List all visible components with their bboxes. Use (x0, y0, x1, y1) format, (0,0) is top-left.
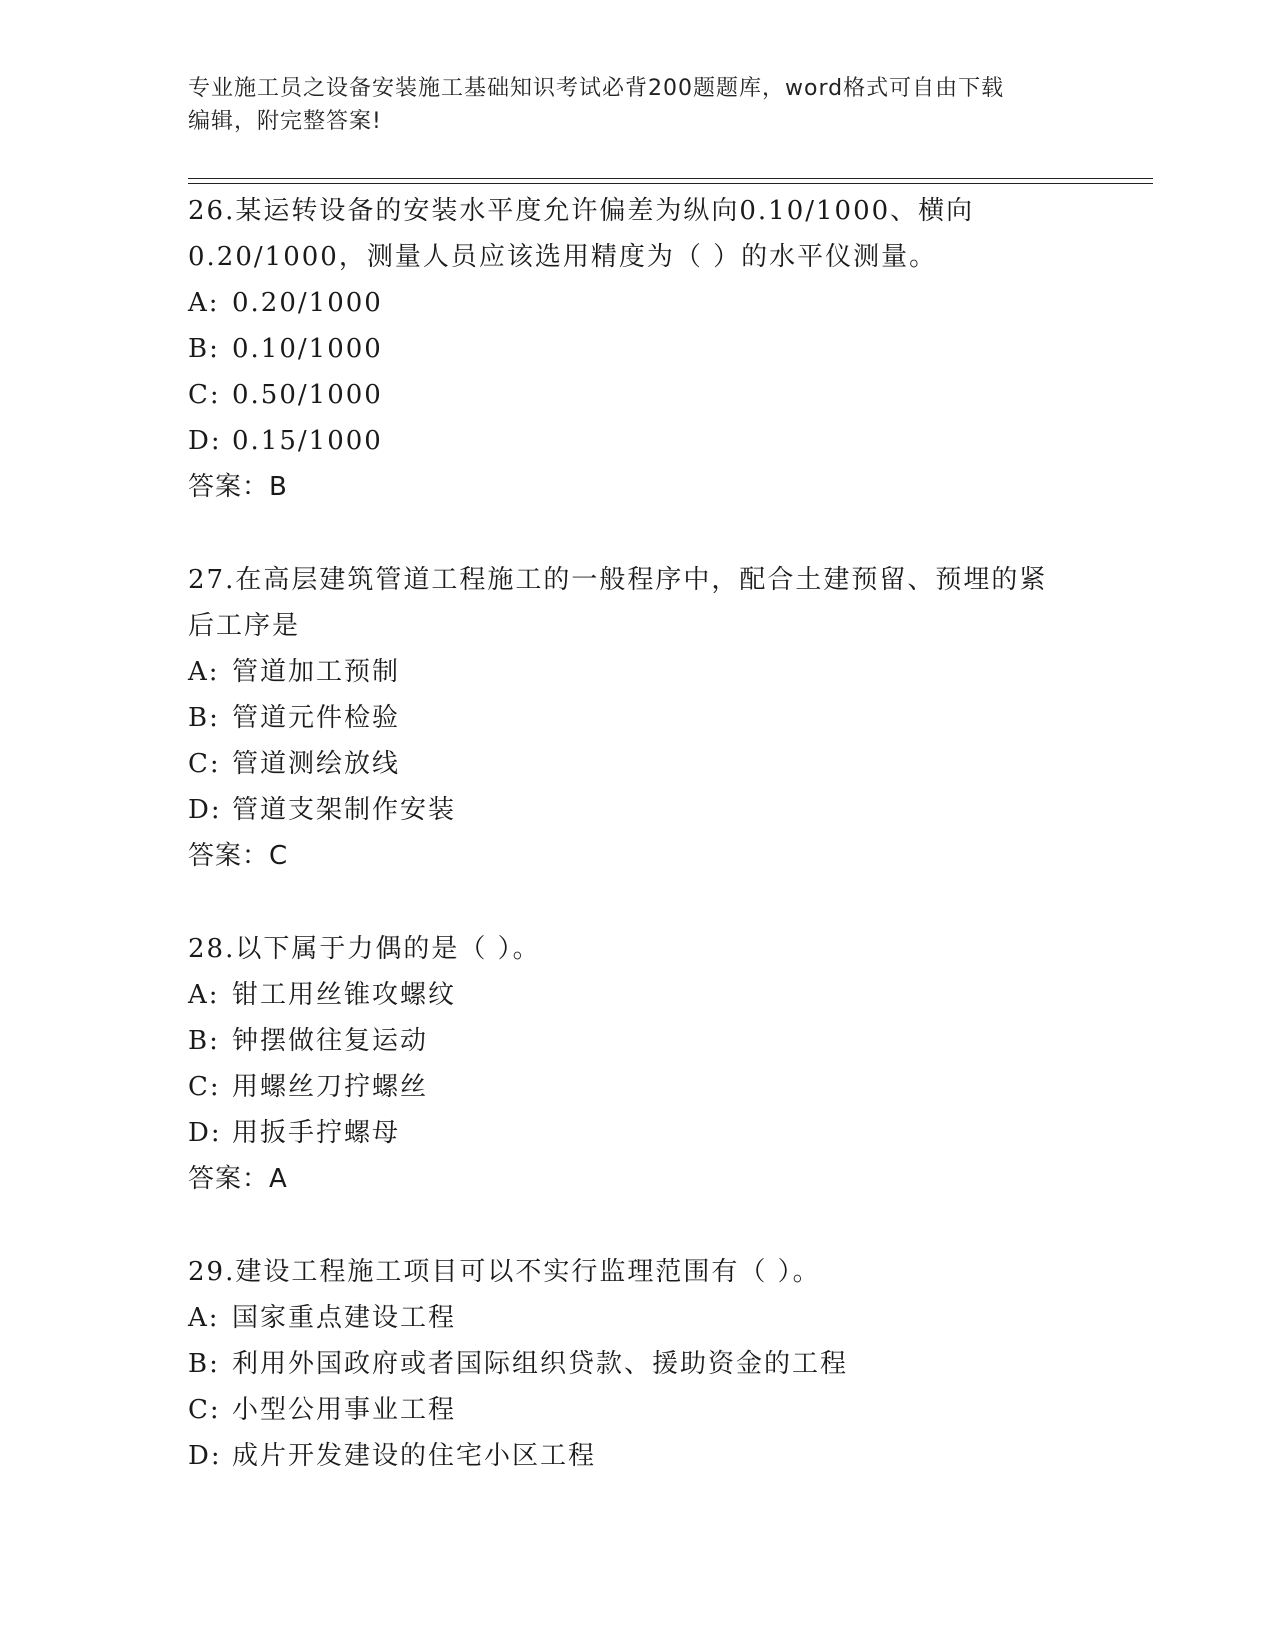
option-text: 0.20/1000 (232, 288, 383, 318)
option-text: 小型公用事业工程 (232, 1395, 457, 1425)
option-key: D: (188, 1118, 222, 1148)
question-stem (188, 1249, 1068, 1295)
option-text: 管道元件检验 (232, 703, 401, 733)
option-key: B: (188, 334, 220, 364)
option-d (188, 1433, 1153, 1479)
answer-label: 答案：A (188, 1164, 288, 1194)
option-c (188, 741, 1153, 787)
option-c (188, 372, 1153, 418)
option-text: 用螺丝刀拧螺丝 (232, 1072, 429, 1102)
option-key: B: (188, 1026, 220, 1056)
question-29 (188, 1249, 1153, 1479)
header-divider-top (188, 178, 1153, 179)
question-spacer (188, 879, 1153, 926)
option-key: D: (188, 1441, 222, 1471)
option-d (188, 418, 1153, 464)
option-text: 0.50/1000 (232, 380, 383, 410)
question-28 (188, 926, 1153, 1202)
option-key: C: (188, 1072, 221, 1102)
document-header (188, 72, 1088, 138)
option-c (188, 1064, 1153, 1110)
option-key: C: (188, 380, 221, 410)
option-b (188, 1341, 1153, 1387)
question-spacer (188, 1202, 1153, 1249)
option-text: 管道支架制作安装 (232, 795, 457, 825)
option-key: A: (188, 980, 220, 1010)
option-a (188, 649, 1153, 695)
option-key: B: (188, 703, 220, 733)
option-key: D: (188, 426, 222, 456)
header-line-2: 编辑，附完整答案! (188, 109, 382, 134)
question-stem-line: 29.建设工程施工项目可以不实行监理范围有（ ）。 (188, 1257, 821, 1287)
question-stem (188, 557, 1068, 649)
option-b (188, 695, 1153, 741)
header-divider-bottom (188, 183, 1153, 184)
question-stem-line: 28.以下属于力偶的是（ ）。 (188, 934, 541, 964)
option-d (188, 787, 1153, 833)
question-stem (188, 188, 1068, 280)
option-c (188, 1387, 1153, 1433)
option-d (188, 1110, 1153, 1156)
option-text: 成片开发建设的住宅小区工程 (232, 1441, 597, 1471)
option-a (188, 1295, 1153, 1341)
option-a (188, 280, 1153, 326)
option-text: 管道测绘放线 (232, 749, 401, 779)
option-text: 管道加工预制 (232, 657, 401, 687)
header-line-1: 专业施工员之设备安装施工基础知识考试必背200题题库，word格式可自由下载 (188, 76, 1005, 101)
option-text: 钟摆做往复运动 (232, 1026, 429, 1056)
question-stem-line: 0.20/1000，测量人员应该选用精度为（ ）的水平仪测量。 (188, 242, 938, 272)
option-text: 用扳手拧螺母 (232, 1118, 401, 1148)
option-key: C: (188, 749, 221, 779)
option-text: 国家重点建设工程 (232, 1303, 457, 1333)
option-text: 0.15/1000 (232, 426, 383, 456)
question-stem-line: 27.在高层建筑管道工程施工的一般程序中，配合土建预留、预埋的紧 (188, 565, 1048, 595)
question-26 (188, 188, 1153, 510)
option-text: 钳工用丝锥攻螺纹 (232, 980, 457, 1010)
option-key: B: (188, 1349, 220, 1379)
option-key: A: (188, 288, 220, 318)
option-b (188, 1018, 1153, 1064)
option-key: A: (188, 1303, 220, 1333)
option-a (188, 972, 1153, 1018)
answer-label: 答案：C (188, 841, 289, 871)
question-stem-line: 26.某运转设备的安装水平度允许偏差为纵向0.10/1000、横向 (188, 196, 975, 226)
option-text: 0.10/1000 (232, 334, 383, 364)
question-stem-line: 后工序是 (188, 611, 301, 641)
option-text: 利用外国政府或者国际组织贷款、援助资金的工程 (232, 1349, 849, 1379)
question-27 (188, 557, 1153, 879)
question-list (188, 188, 1153, 1479)
option-key: C: (188, 1395, 221, 1425)
option-key: A: (188, 657, 220, 687)
option-key: D: (188, 795, 222, 825)
option-b (188, 326, 1153, 372)
question-spacer (188, 510, 1153, 557)
question-stem (188, 926, 1068, 972)
answer-label: 答案：B (188, 472, 288, 502)
